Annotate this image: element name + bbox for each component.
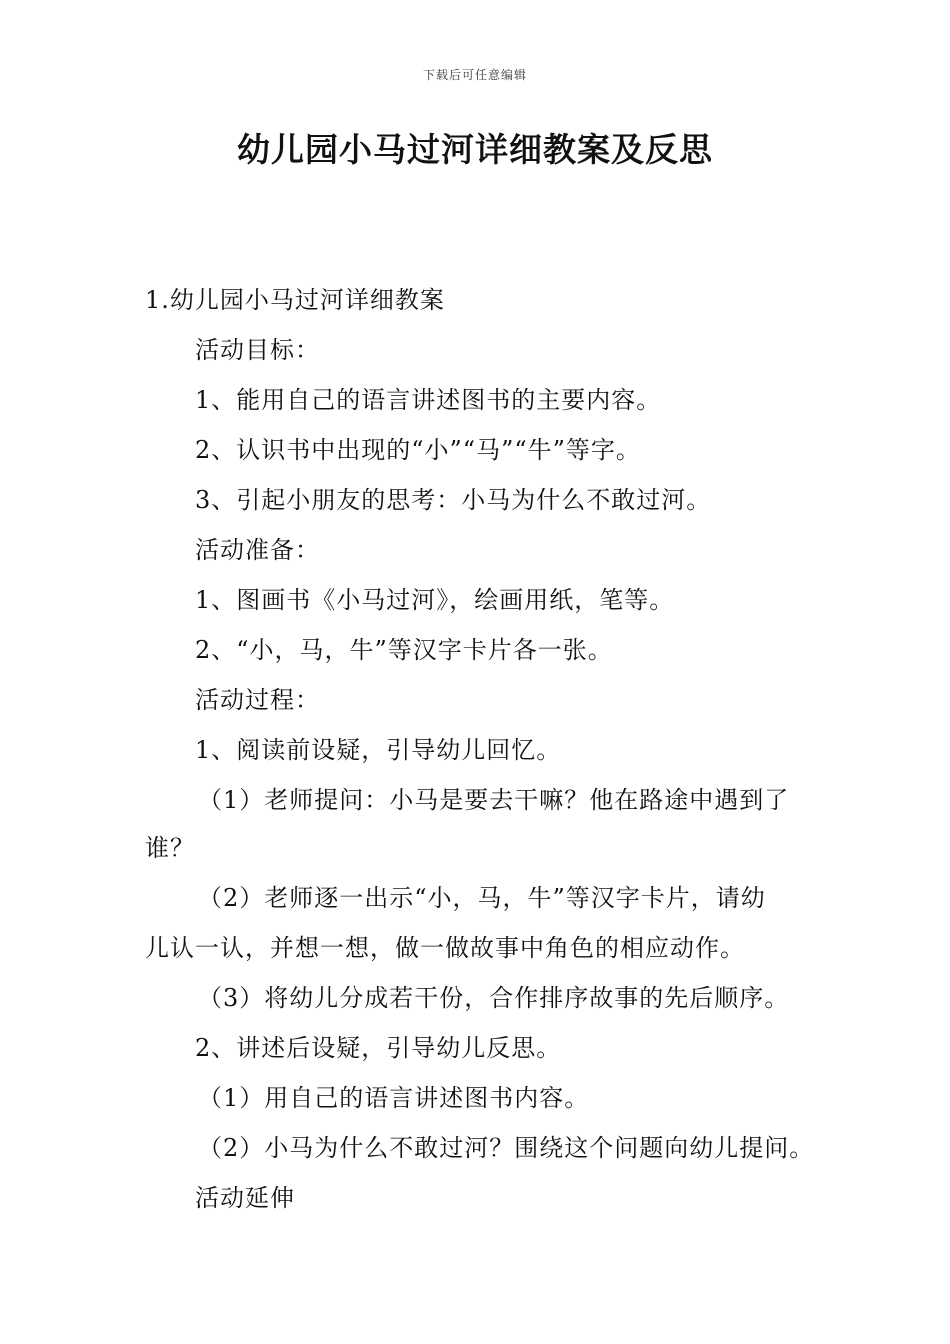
paragraph-line: 2、“小，马，牛”等汉字卡片各一张。: [195, 636, 613, 664]
paragraph-line: （1）老师提问：小马是要去干嘛？他在路途中遇到了: [198, 786, 790, 814]
section-heading: 1.幼儿园小马过河详细教案: [145, 286, 445, 314]
paragraph-line: 活动目标：: [195, 336, 320, 364]
header-note: 下载后可任意编辑: [422, 68, 527, 82]
paragraph-line: 1、阅读前设疑，引导幼儿回忆。: [195, 736, 562, 764]
paragraph-line: 3、引起小朋友的思考：小马为什么不敢过河。: [195, 486, 712, 514]
document-title: 幼儿园小马过河详细教案及反思: [237, 130, 713, 169]
paragraph-line: 2、认识书中出现的“小”“马”“牛”等字。: [195, 436, 641, 464]
paragraph-line: 活动过程：: [195, 686, 320, 714]
paragraph-line: 谁？: [145, 834, 195, 862]
paragraph-line: （2）老师逐一出示“小，马，牛”等汉字卡片，请幼: [198, 884, 766, 912]
paragraph-line: （2）小马为什么不敢过河？围绕这个问题向幼儿提问。: [198, 1134, 815, 1162]
paragraph-line: 活动准备：: [195, 536, 320, 564]
paragraph-line: （1）用自己的语言讲述图书内容。: [198, 1084, 590, 1112]
paragraph-line: 活动延伸: [195, 1184, 295, 1212]
paragraph-line: （3）将幼儿分成若干份，合作排序故事的先后顺序。: [198, 984, 790, 1012]
paragraph-line: 儿认一认，并想一想，做一做故事中角色的相应动作。: [145, 934, 745, 962]
paragraph-line: 1、能用自己的语言讲述图书的主要内容。: [195, 386, 662, 414]
paragraph-line: 1、图画书《小马过河》，绘画用纸，笔等。: [195, 586, 675, 614]
paragraph-line: 2、讲述后设疑，引导幼儿反思。: [195, 1034, 562, 1062]
